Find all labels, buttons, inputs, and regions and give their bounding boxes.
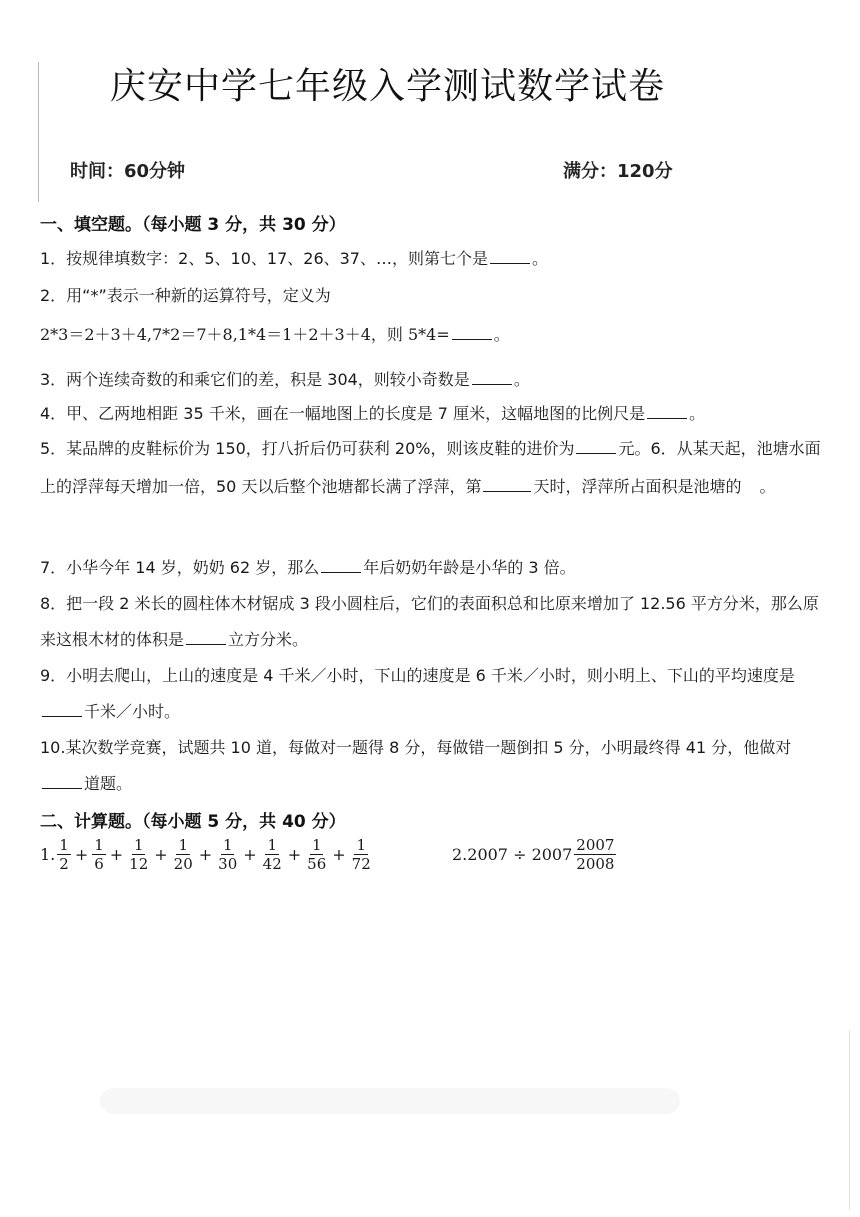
margin-line [38,62,39,202]
answer-blank[interactable] [321,558,361,573]
fraction: $\frac{1}{2}$ [59,836,69,873]
question-text: 3．两个连续奇数的和乘它们的差，积是 304，则较小奇数是 [40,370,470,389]
answer-blank[interactable] [452,325,492,340]
exam-total-score: 满分：120分 [563,161,673,182]
question-text: 1．按规律填数字：2、5、10、17、26、37、…，则第七个是 [40,249,488,268]
question-5-6: 5．某品牌的皮鞋标价为 150，打八折后仍可获利 20%，则该皮鞋的进价为 元。6．从某天起，池塘水面上的浮萍每天增加一倍，50 天以后整个池塘都长满了浮萍，第 天时，浮萍所占面积是池塘的 。 [40,439,821,496]
fraction: $\frac{1}{56}$ [307,836,327,873]
question-10: 10.某次数学竞赛，试题共 10 道，每做对一题得 8 分，每做错一题倒扣 5 分，小明最终得 41 分，他做对道题。 [40,738,792,793]
question-8: 8．把一段 2 米长的圆柱体木材锯成 3 段小圆柱后，它们的表面积总和比原来增加了 12.56 平方分米，那么原来这根木材的体积是 立方分米。 [40,594,819,649]
fraction: $\frac{1}{6}$ [94,836,104,873]
answer-blank[interactable] [490,249,530,264]
answer-blank[interactable] [186,630,226,645]
fraction: $\frac{1}{42}$ [262,836,282,873]
question-2 [40,278,826,314]
section-heading-calculation: 二、计算题。（每小题 5 分，共 40 分） [40,812,346,832]
question-4: 4．甲、乙两地相距 35 千米，画在一幅地图上的长度是 7 厘米，这幅地图的比例尺是 。 [40,404,706,423]
question-2-formula: 2*3＝2＋3＋4,7*2＝7＋8,1*4＝1＋2＋3＋4，则 5*4= 。 [40,325,510,344]
question-3: 3．两个连续奇数的和乘它们的差，积是 304，则较小奇数是 。 [40,370,530,389]
calc-problem-2: 2.2007 ÷ 2007 $\frac{2007}{2008}$ [452,836,615,873]
question-1: 1．按规律填数字：2、5、10、17、26、37、…，则第七个是 。 [40,249,548,268]
question-text: 2．用“*”表示一种新的运算符号，定义为 [40,286,331,305]
answer-blank[interactable] [472,370,512,385]
question-9: 9．小明去爬山，上山的速度是 4 千米／小时，下山的速度是 6 千米／小时，则小明上、下山的平均速度是千米／小时。 [40,666,795,721]
exam-time: 时间：60分钟 [70,161,186,182]
answer-blank[interactable] [42,774,82,789]
page-title: 庆安中学七年级入学测试数学试卷 [110,66,666,107]
fraction: $\frac{1}{20}$ [173,836,193,873]
question-7: 7．小华今年 14 岁，奶奶 62 岁，那么 年后奶奶年龄是小华的 3 倍。 [40,558,576,577]
fraction: $\frac{1}{12}$ [129,836,149,873]
question-text: 4．甲、乙两地相距 35 千米，画在一幅地图上的长度是 7 厘米，这幅地图的比例尺是 [40,404,646,423]
answer-blank[interactable] [576,439,616,454]
section-heading-fill-in: 一、填空题。（每小题 3 分，共 30 分） [40,215,346,235]
calc-problem-1: 1. $\frac{1}{2}$ + $\frac{1}{6}$ + $\frac{1}{12}$ + $\frac{1}{20}$ + $\frac{1}{30}$ + $\frac{1}{42}$ + $\frac{1}{56}$ + $\frac{1}{72}$ [40,836,371,873]
answer-blank[interactable] [42,702,82,717]
fraction: $\frac{1}{30}$ [218,836,238,873]
scan-smudge [100,1088,680,1114]
fraction: $\frac{1}{72}$ [351,836,371,873]
answer-blank[interactable] [647,404,687,419]
fraction: $\frac{2007}{2008}$ [576,836,615,873]
answer-blank[interactable] [483,477,531,492]
scan-edge-line [849,1030,850,1210]
